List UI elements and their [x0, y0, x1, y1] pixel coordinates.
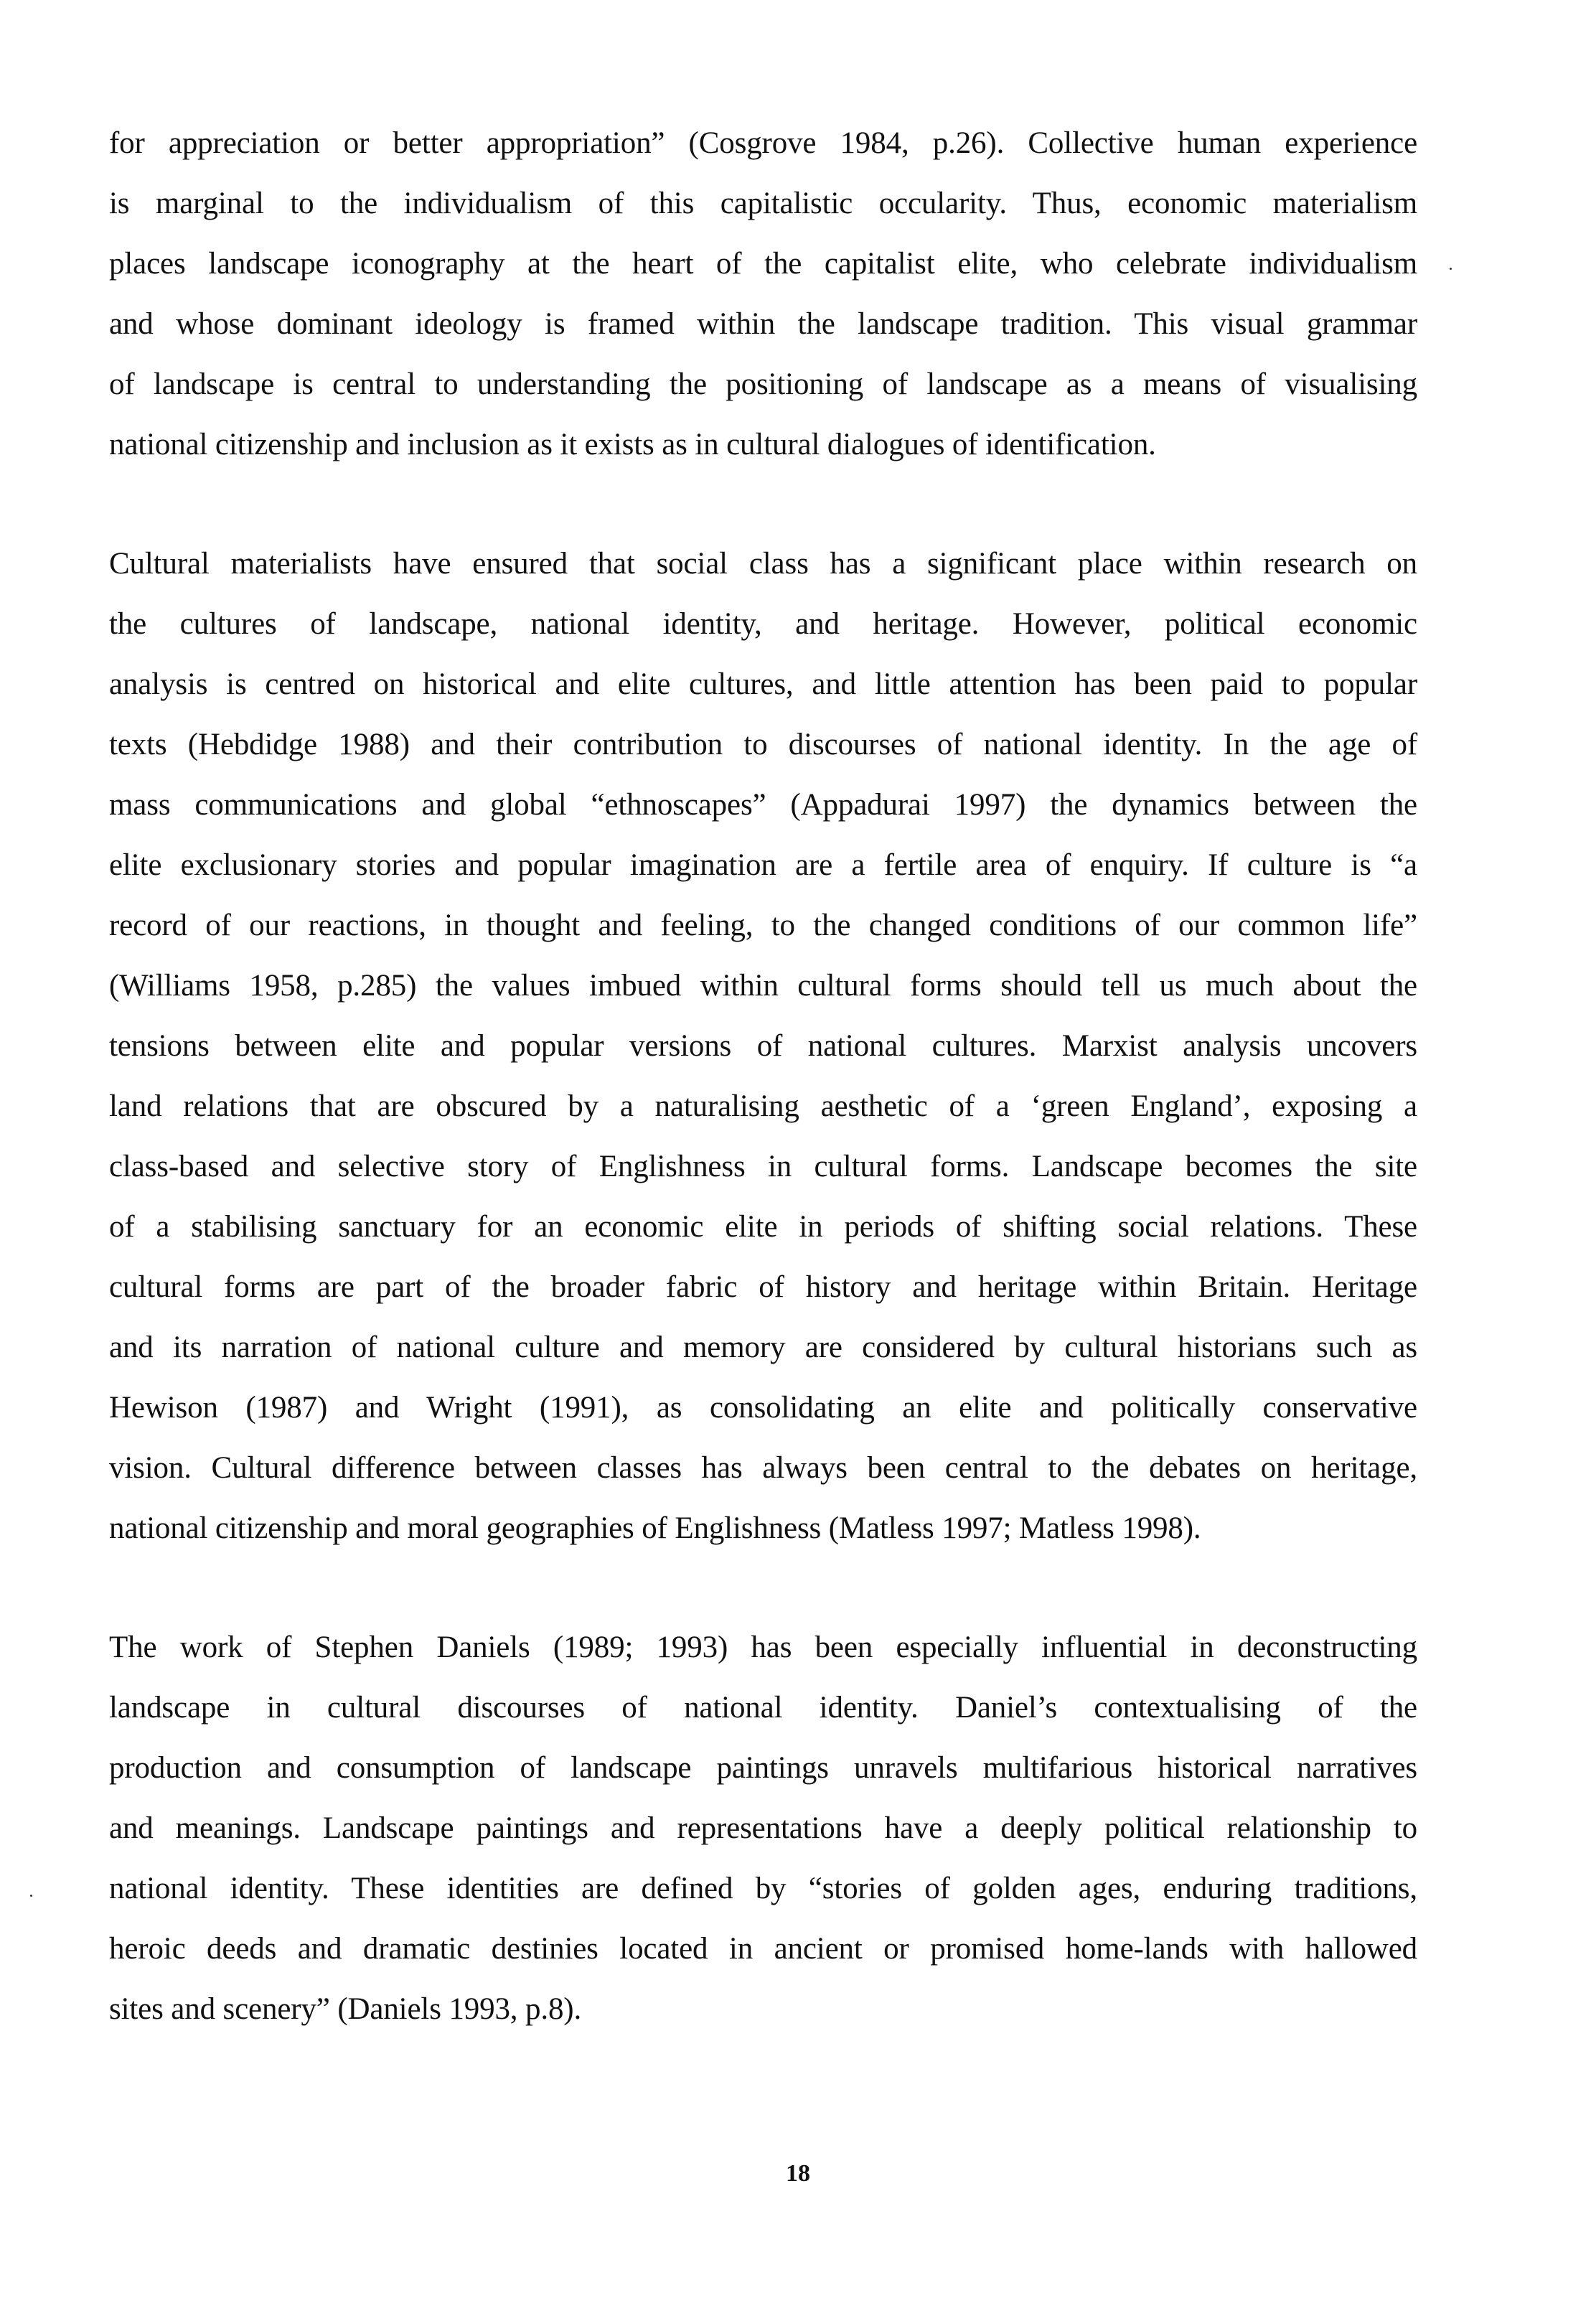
text-line: of a stabilising sanctuary for an economic elite in periods of shifting social relations. These [109, 1210, 1417, 1244]
scan-speck [30, 1895, 32, 1897]
text-line: places landscape iconography at the heart of the capitalist elite, who celebrate individualism [109, 247, 1417, 281]
text-line: class-based and selective story of Englishness in cultural forms. Landscape becomes the site [109, 1150, 1417, 1183]
text-line: of landscape is central to understanding the positioning of landscape as a means of visualising [109, 367, 1417, 401]
text-line: The work of Stephen Daniels (1989; 1993) has been especially influential in deconstructing [109, 1631, 1417, 1664]
text-line: heroic deeds and dramatic destinies located in ancient or promised home-lands with hallowed [109, 1932, 1417, 1966]
text-line: Hewison (1987) and Wright (1991), as consolidating an elite and politically conservative [109, 1391, 1417, 1425]
text-line: texts (Hebdidge 1988) and their contribution to discourses of national identity. In the age of [109, 728, 1417, 761]
text-line: analysis is centred on historical and elite cultures, and little attention has been paid to popular [109, 667, 1417, 701]
paragraph [109, 113, 1417, 475]
body-text [109, 113, 1417, 2098]
text-line: production and consumption of landscape paintings unravels multifarious historical narratives [109, 1751, 1417, 1785]
text-line: national identity. These identities are defined by “stories of golden ages, enduring traditions, [109, 1872, 1417, 1905]
text-line: record of our reactions, in thought and feeling, to the changed conditions of our common life” [109, 909, 1417, 942]
text-line: the cultures of landscape, national identity, and heritage. However, political economic [109, 607, 1417, 641]
text-line: and its narration of national culture and memory are considered by cultural historians such as [109, 1331, 1417, 1364]
text-line: sites and scenery” (Daniels 1993, p.8). [109, 1992, 582, 2026]
text-line: national citizenship and moral geographies of Englishness (Matless 1997; Matless 1998). [109, 1511, 1201, 1545]
text-line: Cultural materialists have ensured that social class has a significant place within research on [109, 547, 1417, 581]
paragraph [109, 1618, 1417, 2040]
text-line: and whose dominant ideology is framed within the landscape tradition. This visual grammar [109, 307, 1417, 341]
paragraph [109, 534, 1417, 1559]
text-line: is marginal to the individualism of this capitalistic occularity. Thus, economic materialism [109, 187, 1417, 220]
scan-speck [1450, 268, 1452, 270]
text-line: (Williams 1958, p.285) the values imbued within cultural forms should tell us much about the [109, 969, 1417, 1003]
text-line: and meanings. Landscape paintings and representations have a deeply political relationship to [109, 1811, 1417, 1845]
text-line: land relations that are obscured by a naturalising aesthetic of a ‘green England’, exposing a [109, 1089, 1417, 1123]
text-line: tensions between elite and popular versions of national cultures. Marxist analysis uncovers [109, 1029, 1417, 1063]
text-line: mass communications and global “ethnoscapes” (Appadurai 1997) the dynamics between the [109, 788, 1417, 822]
text-line: landscape in cultural discourses of national identity. Daniel’s contextualising of the [109, 1691, 1417, 1725]
text-line: vision. Cultural difference between classes has always been central to the debates on heritage, [109, 1451, 1417, 1485]
text-line: national citizenship and inclusion as it exists as in cultural dialogues of identification. [109, 428, 1156, 461]
text-line: cultural forms are part of the broader fabric of history and heritage within Britain. Heritage [109, 1270, 1417, 1304]
text-line: for appreciation or better appropriation” (Cosgrove 1984, p.26). Collective human experience [109, 126, 1417, 160]
page-number: 18 [786, 2160, 810, 2187]
text-line: elite exclusionary stories and popular imagination are a fertile area of enquiry. If culture is “a [109, 848, 1417, 882]
